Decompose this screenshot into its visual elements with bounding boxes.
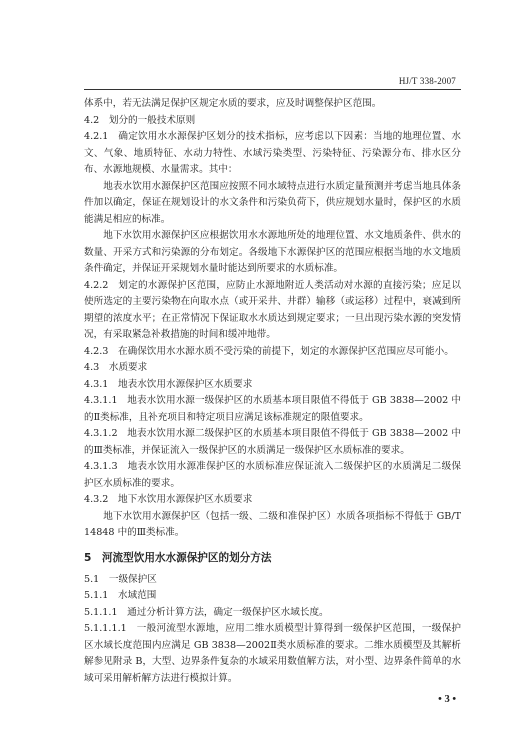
paragraph: 地下水饮用水源保护区（包括一级、二级和准保护区）水质各项指标不得低于 GB/T 14848 中的Ⅲ类标准。 bbox=[84, 510, 461, 538]
paragraph: 4.3.1.3 地表水饮用水源准保护区的水质标准应保证流入二级保护区的水质满足二级保护区水质标准的要求。 bbox=[84, 461, 461, 489]
clause-heading: 4.3 水质要求 bbox=[84, 362, 148, 373]
paragraph: 5.1.1.1 通过分析计算方法，确定一级保护区水域长度。 bbox=[84, 606, 329, 618]
clause-heading: 5.1.1 水域范围 bbox=[84, 590, 157, 601]
section-heading: 5 河流型饮用水水源保护区的划分方法 bbox=[84, 551, 272, 564]
paragraph: 地下水饮用水源保护区应根据饮用水水源地所处的地理位置、水文地质条件、供水的数量、开采方式和污染源的分布划定。各级地下水源保护区的范围应根据当地的水文地质条件确定，并保证开采规划水量时能达到所要求的水质标准。 bbox=[84, 230, 461, 274]
document-body bbox=[84, 96, 461, 687]
paragraph: 4.2.2 划定的水源保护区范围，应防止水源地附近人类活动对水源的直接污染；应足以使所选定的主要污染物在向取水点（或开采井、井群）输移（或运移）过程中，衰减到所期望的浓度水平；在正常情况下保证取水水质达到规定要求；一旦出现污染水源的突发情况，有采取紧急补救措施的时间和缓冲地带。 bbox=[84, 279, 461, 340]
clause-heading: 5.1 一级保护区 bbox=[84, 573, 157, 585]
clause-heading: 4.3.2 地下水饮用水源保护区水质要求 bbox=[84, 494, 253, 505]
paragraph: 4.3.1.1 地表水饮用水源一级保护区的水质基本项目限值不得低于 GB 3838—2002 中的Ⅱ类标准，且补充项目和特定项目应满足该标准规定的限值要求。 bbox=[84, 395, 461, 423]
paragraph: 地表水饮用水源保护区范围应按照不同水域特点进行水质定量预测并考虑当地具体条件加以确定，保证在规划设计的水文条件和污染负荷下，供应规划水量时，保护区的水质能满足相应的标准。 bbox=[84, 180, 461, 225]
clause-heading: 4.2 划分的一般技术原则 bbox=[84, 114, 196, 126]
paragraph: 4.2.3 在确保饮用水水源水质不受污染的前提下，划定的水源保护区范围应尽可能小。 bbox=[84, 345, 454, 357]
paragraph: 4.2.1 确定饮用水水源保护区划分的技术指标，应考虑以下因素：当地的地理位置、水文、气象、地质特征、水动力特性、水域污染类型、污染特征、污染源分布、排水区分布、水源地规模、水量需求。其中： bbox=[84, 131, 461, 175]
paragraph: 体系中，若无法满足保护区规定水质的要求，应及时调整保护区范围。 bbox=[84, 98, 382, 109]
standard-code: HJ/T 338-2007 bbox=[398, 76, 456, 86]
header-rule bbox=[84, 89, 461, 90]
paragraph: 5.1.1.1.1 一般河流型水源地，应用二维水质模型计算得到一级保护区范围，一级保护区水域长度范围内应满足 GB 3838—2002Ⅱ类水质标准的要求。二维水质模型及其解析解参见附录 B，大型、边界条件复杂的水域采用数值解方法，对小型、边界条件简单的水域可采用解析解方法进行模拟计算。 bbox=[84, 623, 461, 684]
page-number: • 3 • bbox=[438, 694, 456, 705]
paragraph: 4.3.1.2 地表水饮用水源二级保护区的水质基本项目限值不得低于 GB 3838—2002 中的Ⅲ类标准，并保证流入一级保护区的水质满足一级保护区水质标准的要求。 bbox=[84, 428, 461, 456]
clause-heading: 4.3.1 地表水饮用水源保护区水质要求 bbox=[84, 378, 253, 390]
